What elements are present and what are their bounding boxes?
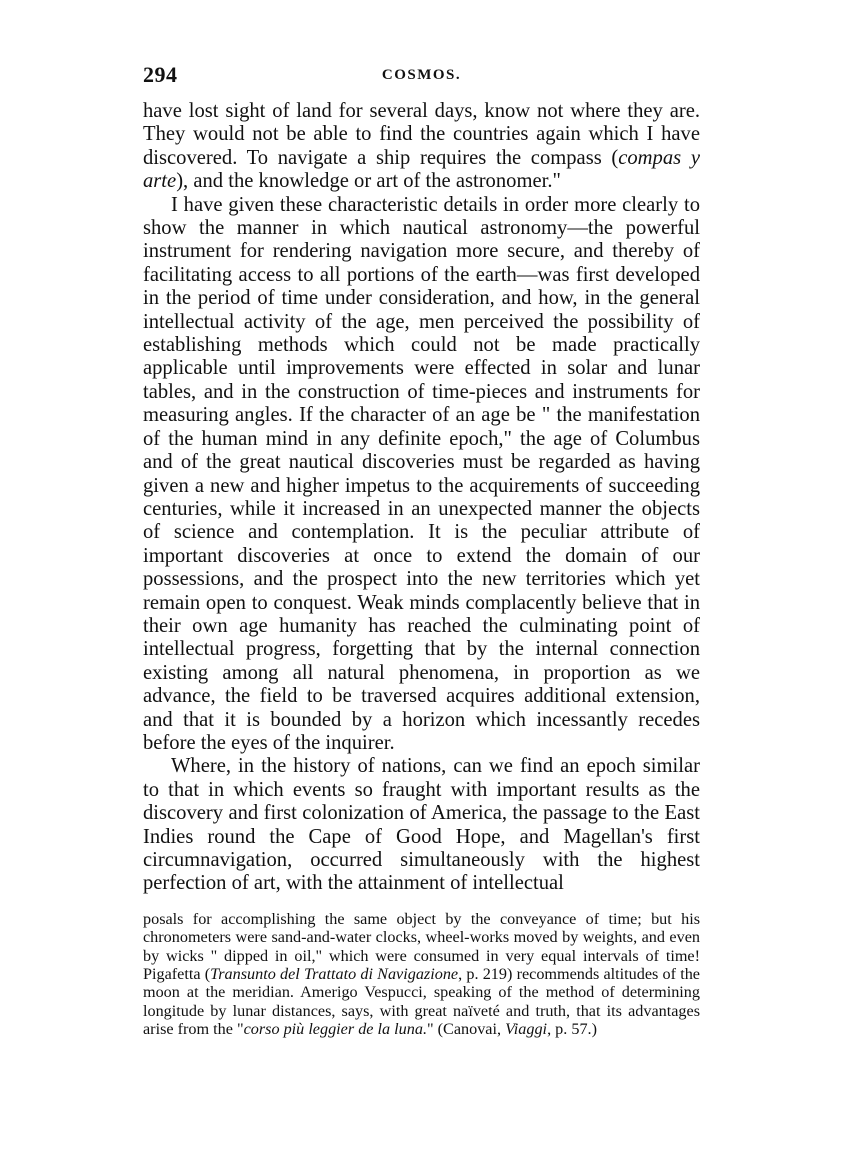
footnote-italic-2: corso più leggier de la luna.	[243, 1020, 427, 1039]
page-number: 294	[143, 62, 178, 87]
paragraph-1-text-b: ), and the knowledge or art of the astronomer."	[176, 170, 561, 193]
footnote	[143, 910, 700, 1039]
paragraph-1	[143, 100, 700, 194]
paragraph-1-text-a: have lost sight of land for several days, know not where they are. They would not be able to find the countries again which I have discovered. To navigate a ship requires the compass (	[143, 100, 700, 169]
footnote-italic-3: Viaggi	[505, 1020, 548, 1039]
footnote-text-d: , p. 57.)	[547, 1020, 597, 1039]
footnote-text-b: , p. 219) recommends altitudes of the moon at the meridian. Amerigo Vespucci, speaking of the method of determining longitude by lunar distances, says, with great naïveté and truth, that its advantages arise from the "	[143, 965, 700, 1039]
paragraph-3: Where, in the history of nations, can we find an epoch similar to that in which events so fraught with important results as the discovery and first colonization of America, the passage to the East Indies round the Cape of Good Hope, and Magellan's first circumnavigation, occurred simultaneously with the highest perfection of art, with the attainment of intellectual	[143, 755, 700, 895]
footnote-italic-1: Transunto del Trattato di Navigazione	[210, 965, 459, 984]
footnote-text-a: posals for accomplishing the same object by the conveyance of time; but his chronometers were sand-and-water clocks, wheel-works moved by weights, and even by wicks " dipped in oil," which were consumed in very equal intervals of time! Pigafetta (	[143, 909, 700, 984]
page-header	[143, 62, 700, 92]
book-page	[143, 62, 700, 1039]
running-title: COSMOS.	[381, 67, 462, 83]
paragraph-2: I have given these characteristic details in order more clearly to show the manner in which nautical astronomy—the powerful instrument for rendering navigation more secure, and thereby of facilitating access to all portions of the earth—was first developed in the period of time under consideration, and how, in the general intellectual activity of the age, men perceived the possibility of establishing methods which could not be made practically applicable until improvements were effected in solar and lunar tables, and in the construction of time-pieces and instruments for measuring angles. If the character of an age be " the manifestation of the human mind in any definite epoch," the age of Columbus and of the great nautical discoveries must be regarded as having given a new and higher impetus to the acquirements of succeeding centuries, while it increased in an unexpected manner the objects of science and contemplation. It is the peculiar attribute of important discoveries at once to extend the domain of our possessions, and the prospect into the new territories which yet remain open to conquest. Weak minds complacently believe that in their own age humanity has reached the culminating point of intellectual progress, forgetting that by the internal connection existing among all natural phenomena, in proportion as we advance, the field to be traversed acquires additional extension, and that it is bounded by a horizon which incessantly recedes before the eyes of the inquirer.	[143, 193, 700, 754]
footnote-text	[143, 910, 700, 1039]
body-text	[143, 100, 700, 896]
paragraph-1-italic: compas y arte	[143, 146, 700, 193]
footnote-text-c: " (Canovai,	[427, 1020, 506, 1039]
